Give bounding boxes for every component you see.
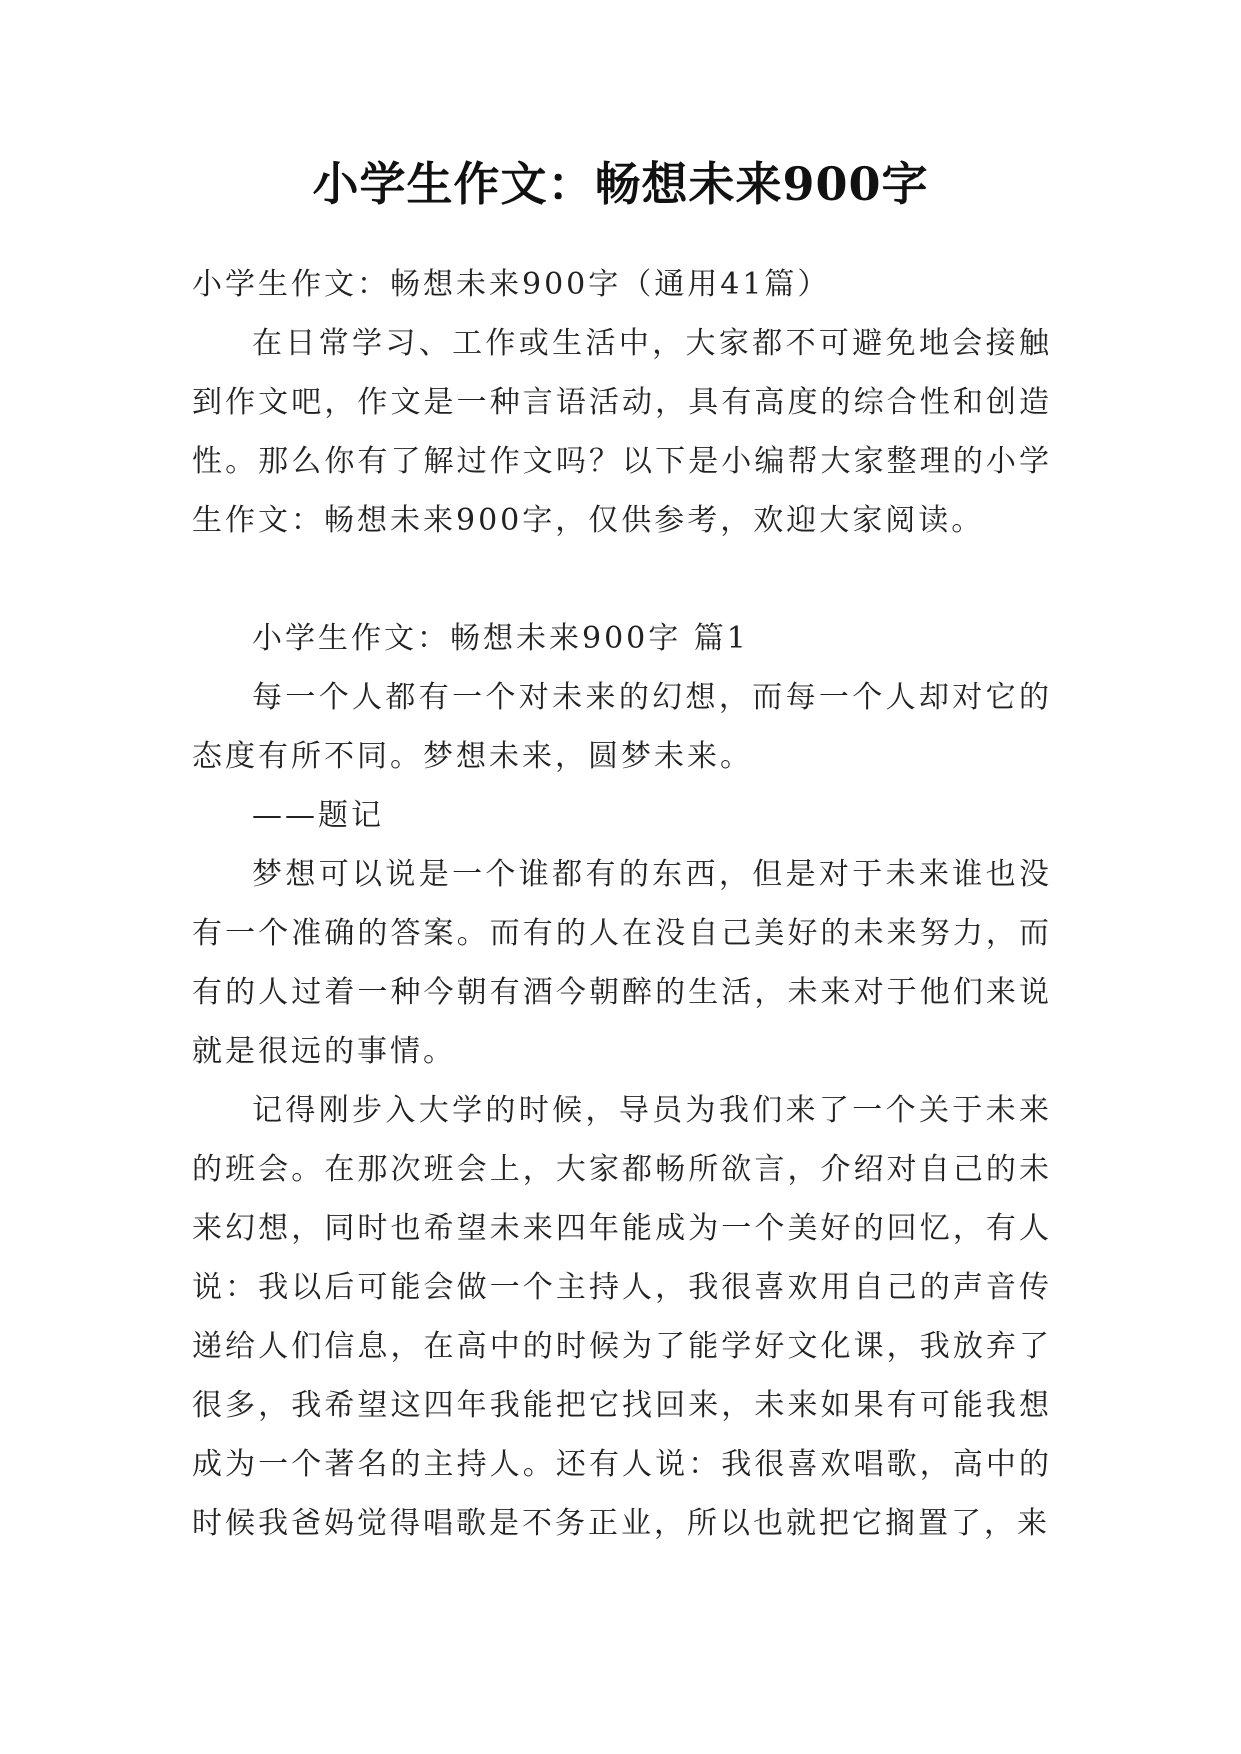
intro-paragraph: 在日常学习、工作或生活中，大家都不可避免地会接触到作文吧，作文是一种言语活动，具有高度的综合性和创造性。那么你有了解过作文吗？以下是小编帮大家整理的小学生作文：畅想未来900字，仅供参考，欢迎大家阅读。 bbox=[192, 326, 1052, 538]
document-title: 小学生作文：畅想未来900字 bbox=[312, 157, 929, 211]
essay-epigraph-attribution: ——题记 bbox=[252, 798, 384, 833]
essay-paragraph: 记得刚步入大学的时候，导员为我们来了一个关于未来的班会。在那次班会上，大家都畅所欲言，介绍对自己的未来幻想，同时也希望未来四年能成为一个美好的回忆，有人说：我以后可能会做一个主持人，我很喜欢用自己的声音传递给人们信息，在高中的时候为了能学好文化课，我放弃了很多，我希望这四年我能把它找回来，未来如果有可能我想成为一个著名的主持人。还有人说：我很喜欢唱歌，高中的时候我爸妈觉得唱歌是不务正业，所以也就把它搁置了，来 bbox=[192, 1093, 1052, 1541]
essay-paragraph: 每一个人都有一个对未来的幻想，而每一个人却对它的态度有所不同。梦想未来，圆梦未来。 bbox=[192, 680, 1052, 774]
document-subtitle: 小学生作文：畅想未来900字（通用41篇） bbox=[192, 267, 831, 302]
section-heading: 小学生作文：畅想未来900字 篇1 bbox=[252, 621, 749, 656]
essay-paragraph: 梦想可以说是一个谁都有的东西，但是对于未来谁也没有一个准确的答案。而有的人在没自己美好的未来努力，而有的人过着一种今朝有酒今朝醉的生活，未来对于他们来说就是很远的事情。 bbox=[192, 857, 1052, 1069]
document-body bbox=[192, 255, 1052, 1553]
section-spacer bbox=[192, 550, 1052, 609]
